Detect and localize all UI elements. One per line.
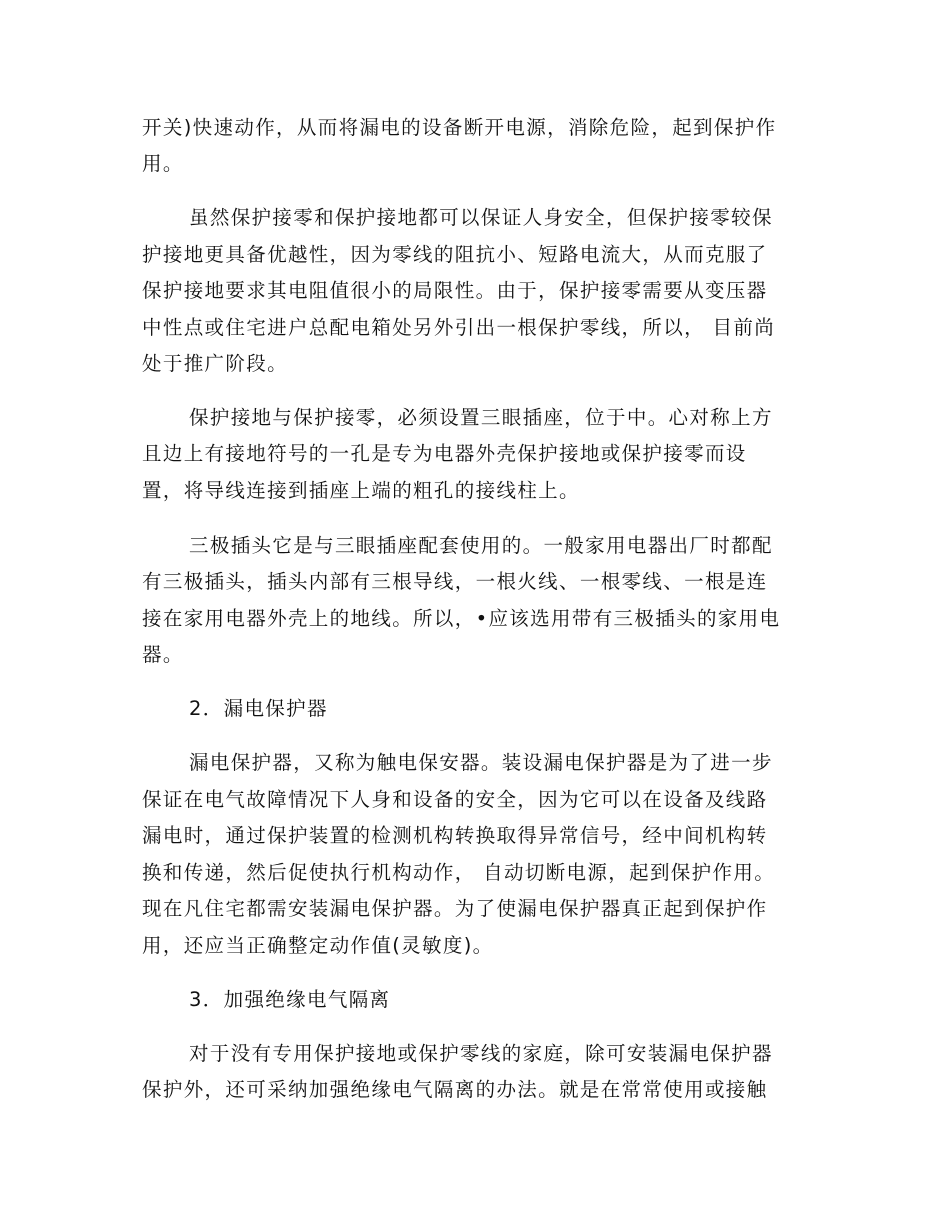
paragraph-line: 护接地更具备优越性，因为零线的阻抗小、短路电流大，从而克服了 [142, 243, 768, 266]
paragraph-line: 器。 [142, 643, 184, 666]
paragraph-line: 保护接地与保护接零，必须设置三眼插座，位于中。心对称上方 [189, 406, 773, 429]
paragraph-line: 中性点或住宅进户总配电箱处另外引出一根保护零线，所以， 目前尚 [142, 316, 776, 339]
section-heading: 2．漏电保护器 [189, 697, 328, 720]
paragraph-line: 用。 [142, 152, 184, 175]
paragraph-line: 接在家用电器外壳上的地线。所以，•应该选用带有三极插头的家用电 [142, 607, 781, 630]
paragraph-line: 对于没有专用保护接地或保护零线的家庭，除可安装漏电保护器 [189, 1042, 773, 1065]
paragraph-line: 现在凡住宅都需安装漏电保护器。为了使漏电保护器真正起到保护作 [142, 897, 768, 920]
paragraph-line: 处于推广阶段。 [142, 352, 288, 375]
paragraph-line: 用，还应当正确整定动作值(灵敏度)。 [142, 934, 494, 957]
paragraph-line: 保护外，还可采纳加强绝缘电气隔离的办法。就是在常常使用或接触 [142, 1078, 768, 1101]
paragraph-line: 虽然保护接零和保护接地都可以保证人身安全，但保护接零较保 [189, 206, 773, 229]
paragraph-line: 且边上有接地符号的一孔是专为电器外壳保护接地或保护接零而设 [142, 442, 747, 465]
paragraph-line: 换和传递，然后促使执行机构动作， 自动切断电源，起到保护作用。 [142, 861, 776, 884]
paragraph-line: 保证在电气故障情况下人身和设备的安全，因为它可以在设备及线路 [142, 788, 768, 811]
paragraph-line: 三极插头它是与三眼插座配套使用的。一般家用电器出厂时都配 [189, 534, 773, 557]
paragraph-line: 置，将导线连接到插座上端的粗孔的接线柱上。 [142, 479, 580, 502]
paragraph-line: 保护接地要求其电阻值很小的局限性。由于，保护接零需要从变压器 [142, 279, 768, 302]
paragraph-line: 漏电保护器，又称为触电保安器。装设漏电保护器是为了进一步 [189, 751, 773, 774]
section-heading: 3．加强绝缘电气隔离 [189, 988, 391, 1011]
paragraph-line: 有三极插头，插头内部有三根导线，一根火线、一根零线、一根是连 [142, 570, 768, 593]
paragraph-line: 漏电时，通过保护装置的检测机构转换取得异常信号，经中间机构转 [142, 824, 768, 847]
paragraph-line: 开关)快速动作，从而将漏电的设备断开电源，消除危险，起到保护作 [142, 116, 777, 139]
